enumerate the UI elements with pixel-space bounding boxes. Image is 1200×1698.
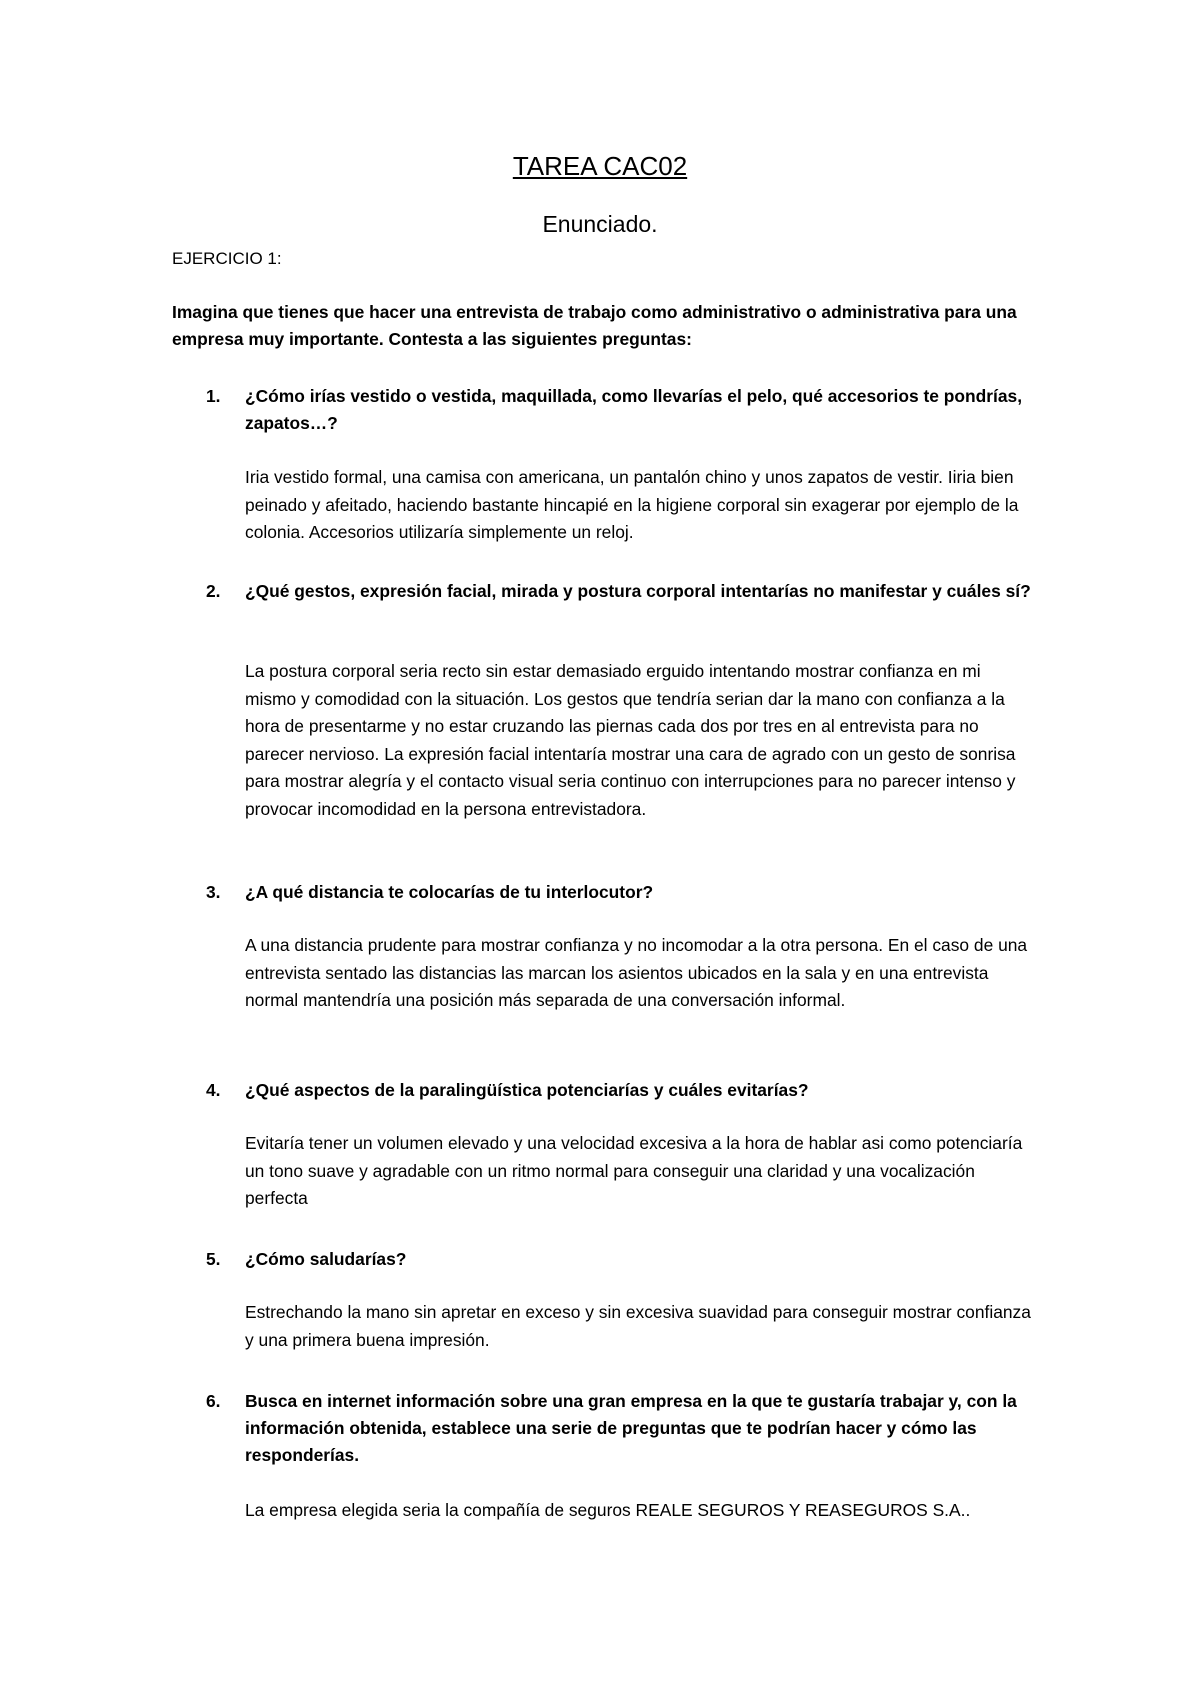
exercise-label: EJERCICIO 1: bbox=[172, 249, 282, 268]
answer-text: A una distancia prudente para mostrar confianza y no incomodar a la otra persona. En el caso de una entrevista sentado las distancias las marcan los asientos ubicados en la sala y en una entrevista normal mantendría una posición más separada de una conversación informal. bbox=[245, 935, 1028, 1010]
question-number: 6. bbox=[206, 1391, 221, 1411]
question-number: 5. bbox=[206, 1249, 221, 1269]
exercise-intro: Imagina que tienes que hacer una entrevista de trabajo como administrativo o administrativa para una empresa muy importante. Contesta a las siguientes preguntas: bbox=[172, 302, 1017, 349]
question-text: ¿Cómo saludarías? bbox=[245, 1249, 407, 1269]
question-text: ¿Qué aspectos de la paralingüística potenciarías y cuáles evitarías? bbox=[245, 1080, 809, 1100]
answer-text: La empresa elegida seria la compañía de seguros REALE SEGUROS Y REASEGUROS S.A.. bbox=[245, 1500, 971, 1520]
answer-text: Estrechando la mano sin apretar en exceso y sin excesiva suavidad para conseguir mostrar confianza y una primera buena impresión. bbox=[245, 1302, 1031, 1350]
document-title: TAREA CAC02 bbox=[512, 151, 688, 181]
question-text: ¿Cómo irías vestido o vestida, maquillada, como llevarías el pelo, qué accesorios te pondrías, zapatos…? bbox=[245, 386, 1023, 433]
question-number: 1. bbox=[206, 386, 221, 406]
question-number: 2. bbox=[206, 581, 221, 601]
question-number: 3. bbox=[206, 882, 221, 902]
document-subtitle: Enunciado. bbox=[542, 211, 658, 237]
answer-text: Iria vestido formal, una camisa con americana, un pantalón chino y unos zapatos de vestir. Iiria bien peinado y afeitado, haciendo bastante hincapié en la higiene corporal sin exagerar por ejemplo de la colonia. Accesorios utilizaría simplemente un reloj. bbox=[245, 467, 1019, 542]
question-text: ¿Qué gestos, expresión facial, mirada y postura corporal intentarías no manifestar y cuáles sí? bbox=[245, 581, 1031, 601]
question-number: 4. bbox=[206, 1080, 221, 1100]
question-text: Busca en internet información sobre una gran empresa en la que te gustaría trabajar y, con la información obtenida, establece una serie de preguntas que te podrían hacer y cómo las responderías. bbox=[245, 1391, 1017, 1465]
answer-text: Evitaría tener un volumen elevado y una velocidad excesiva a la hora de hablar asi como potenciaría un tono suave y agradable con un ritmo normal para conseguir una claridad y una vocalización perfecta bbox=[245, 1133, 1023, 1208]
answer-text: La postura corporal seria recto sin estar demasiado erguido intentando mostrar confianza en mi mismo y comodidad con la situación. Los gestos que tendría serian dar la mano con confianza a la hora de presentarme y no estar cruzando las piernas cada dos por tres en al entrevista para no parecer nervioso. La expresión facial intentaría mostrar una cara de agrado con un gesto de sonrisa para mostrar alegría y el contacto visual seria continuo con interrupciones para no parecer intenso y provocar incomodidad en la persona entrevistadora. bbox=[245, 661, 1016, 819]
question-text: ¿A qué distancia te colocarías de tu interlocutor? bbox=[245, 882, 654, 902]
